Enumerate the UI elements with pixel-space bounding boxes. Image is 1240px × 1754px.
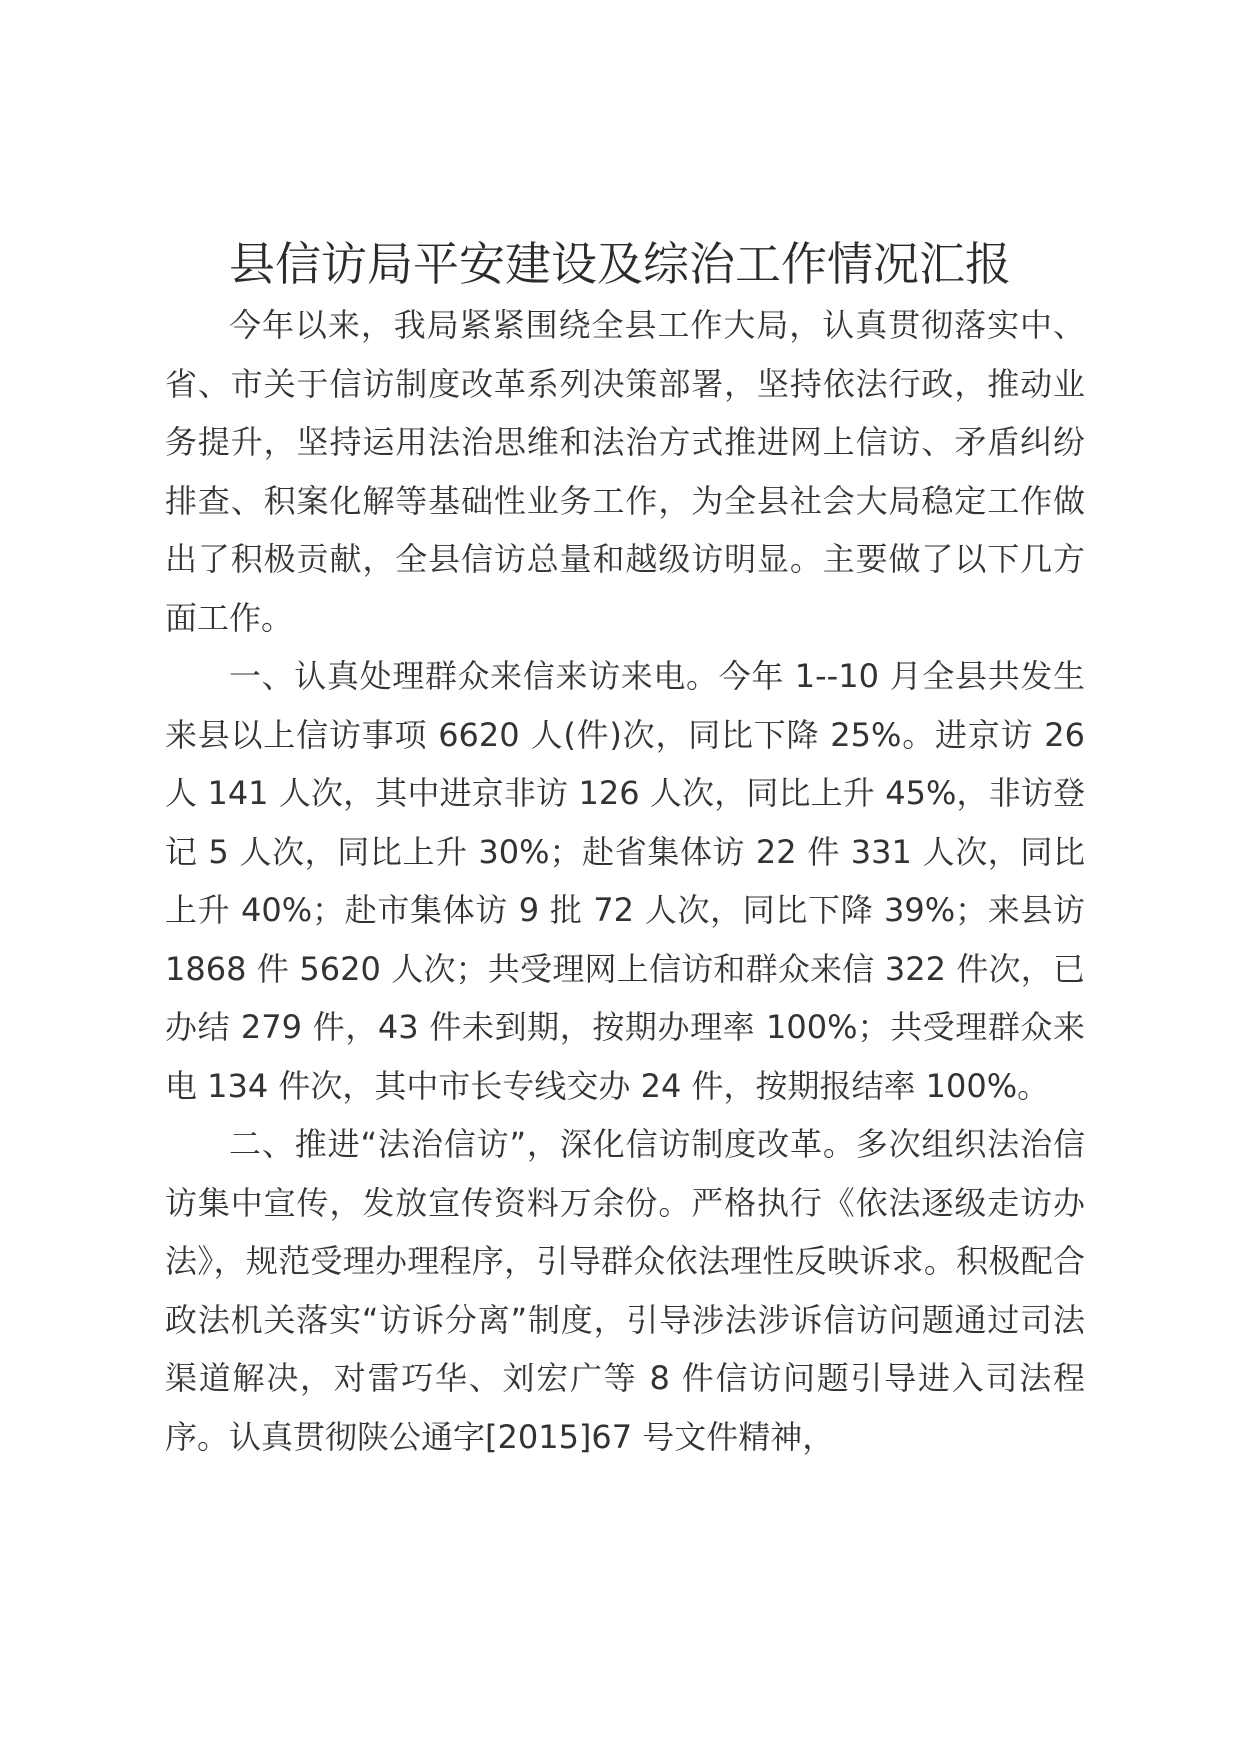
document-title: 县信访局平安建设及综治工作情况汇报 [229,237,1011,291]
paragraph-intro: 今年以来，我局紧紧围绕全县工作大局，认真贯彻落实中、省、市关于信访制度改革系列决策部署，坚持依法行政，推动业务提升，坚持运用法治思维和法治方式推进网上信访、矛盾纠纷排查、积案化解等基础性业务工作，为全县社会大局稳定工作做出了积极贡献，全县信访总量和越级访明显。主要做了以下几方面工作。 [165,306,1085,637]
paragraph-section-one: 一、认真处理群众来信来访来电。今年 1--10 月全县共发生来县以上信访事项 6620 人(件)次，同比下降 25%。进京访 26 人 141 人次，其中进京非访 126 人次，同比上升 45%，非访登记 5 人次，同比上升 30%；赴省集体访 22 件 331 人次，同比上升 40%；赴市集体访 9 批 72 人次，同比下降 39%；来县访 1868 件 5620 人次；共受理网上信访和群众来信 322 件次，已办结 279 件，43 件未到期，按期办理率 100%；共受理群众来电 134 件次，其中市长专线交办 24 件，按期报结率 100%。 [165,657,1085,1105]
paragraph-section-two: 二、推进“法治信访”，深化信访制度改革。多次组织法治信访集中宣传，发放宣传资料万余份。严格执行《依法逐级走访办法》，规范受理办理程序，引导群众依法理性反映诉求。积极配合政法机关落实“访诉分离”制度，引导涉法涉诉信访问题通过司法渠道解决，对雷巧华、刘宏广等 8 件信访问题引导进入司法程序。认真贯彻陕公通字[2015]67 号文件精神， [165,1125,1085,1456]
document-body [165,296,1085,1466]
